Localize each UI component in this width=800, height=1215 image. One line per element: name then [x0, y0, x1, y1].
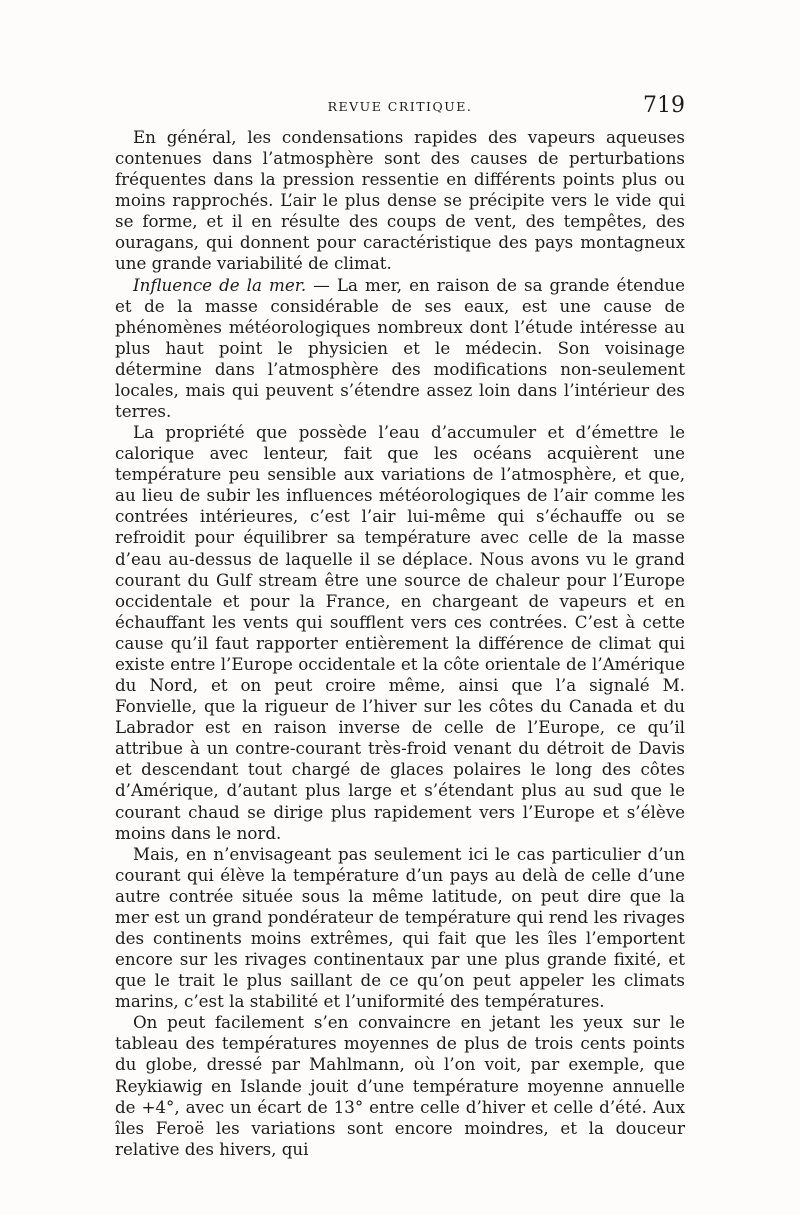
paragraph-text: Mais, en n’envisageant pas seulement ici le cas particulier d’un courant qui élève la température d’un pays au delà de celle d’une autre contrée située sous la même latitude, on peut dire que la mer est un grand pondérateur de température qui rend les rivages des continents moins extrêmes, qui fait que les îles l’emportent encore sur les rivages continentaux par une plus grande fixité, et que le trait le plus saillant de ce qu’on peut appeler les climats marins, c’est la stabilité et l’uniformité des températures.: [115, 843, 685, 1012]
running-title: REVUE CRITIQUE.: [327, 99, 473, 114]
paragraph-text: — La mer, en raison de sa grande étendue et de la masse considérable de ses eaux, est une cause de phénomènes météorologiques nombreux dont l’étude intéresse au plus haut point le physicien et le médecin. Son voisinage détermine dans l’atmosphère des modifications non-seulement locales, mais qui peuvent s’étendre assez loin dans l’intérieur des terres.: [115, 274, 685, 422]
paragraph-text: En général, les condensations rapides des vapeurs aqueuses contenues dans l’atmosphère sont des causes de perturbations fréquentes dans la pression ressentie en différents points plus ou moins rapprochés. L’air le plus dense se précipite vers le vide qui se forme, et il en résulte des coups de vent, des tempêtes, des ouragans, qui donnent pour caractéristique des pays montagneux une grande variabilité de climat.: [115, 127, 685, 274]
paragraph-condensations: [115, 127, 685, 275]
paragraph-pondérateur: [115, 844, 685, 1013]
body-text: [115, 127, 685, 1160]
section-heading: Influence de la mer.: [133, 274, 307, 295]
running-head: [115, 95, 685, 123]
paragraph-influence-de-la-mer: [115, 275, 685, 423]
paragraph-propriete-de-l-eau: [115, 422, 685, 844]
paragraph-mahlmann: [115, 1012, 685, 1160]
paragraph-text: La propriété que possède l’eau d’accumuler et d’émettre le calorique avec lenteur, fait que les océans acquièrent une température peu sensible aux variations de l’atmosphère, et que, au lieu de subir les influences météorologiques de l’air comme les contrées intérieures, c’est l’air lui-même qui s’échauffe ou se refroidit pour équilibrer sa température avec celle de la masse d’eau au-dessus de laquelle il se déplace. Nous avons vu le grand courant du Gulf stream être une source de chaleur pour l’Europe occidentale et pour la France, en chargeant de vapeurs et en échauffant les vents qui soufflent vers ces contrées. C’est à cette cause qu’il faut rapporter entièrement la différence de climat qui existe entre l’Europe occidentale et la côte orientale de l’Amérique du Nord, et on peut croire même, ainsi que l’a signalé M. Fonvielle, que la rigueur de l’hiver sur les côtes du Canada et du Labrador est en raison inverse de celle de l’Europe, ce qu’il attribue à un contre-courant très-froid venant du détroit de Davis et descendant tout chargé de glaces polaires le long des côtes d’Amérique, d’autant plus large et s’étendant plus au sud que le courant chaud se dirige plus rapidement vers l’Europe et s’élève moins dans le nord.: [115, 422, 685, 843]
paragraph-text: On peut facilement s’en convaincre en jetant les yeux sur le tableau des températures moyennes de plus de trois cents points du globe, dressé par Mahlmann, où l’on voit, par exemple, que Reykiawig en Islande jouit d’une température moyenne annuelle de +4°, avec un écart de 13° entre celle d’hiver et celle d’été. Aux îles Feroë les variations sont encore moindres, et la douceur relative des hivers, qui: [115, 1012, 685, 1159]
page-number: 719: [643, 93, 685, 118]
